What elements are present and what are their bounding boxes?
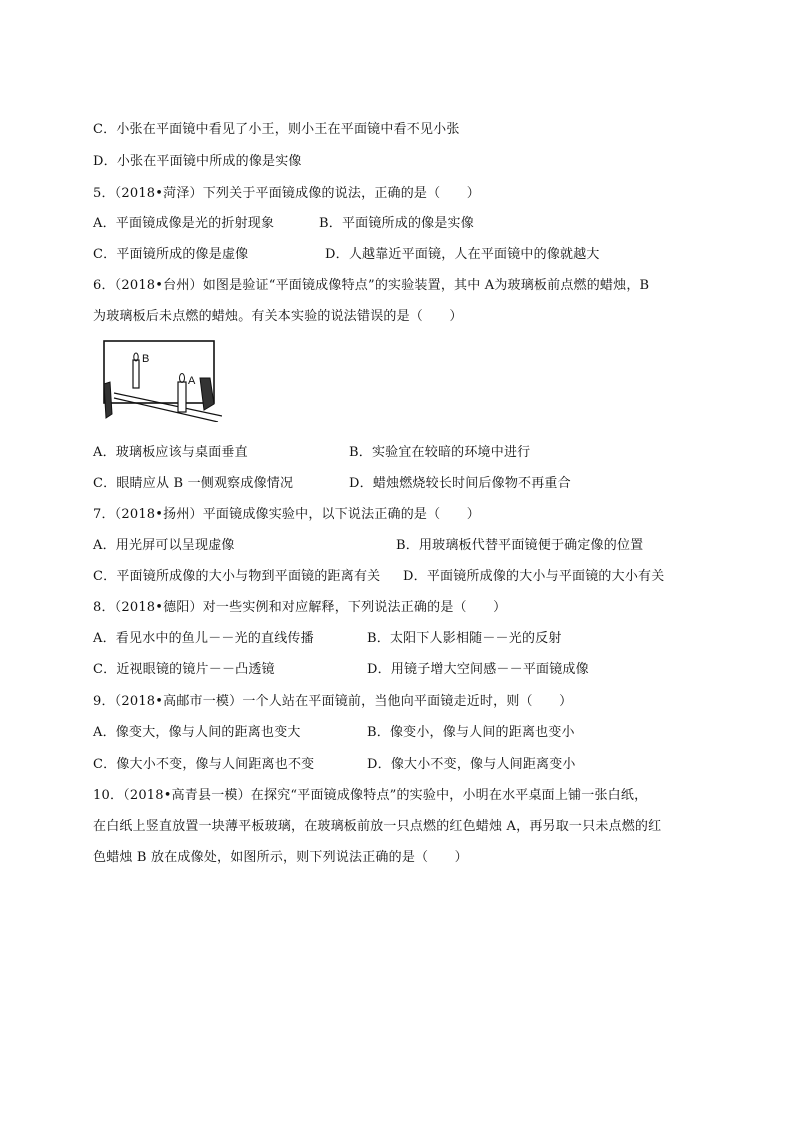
glass-plate: [104, 341, 214, 403]
left-stand: [104, 382, 112, 418]
question-10-line2: 在白纸上竖直放置一块薄平板玻璃，在玻璃板前放一只点燃的红色蜡烛 A，再另取一只未点燃的红: [93, 819, 662, 834]
option-8b: B．太阳下人影相随－－光的反射: [367, 631, 562, 646]
option-6d: D．蜡烛燃烧较长时间后像物不再重合: [349, 476, 571, 491]
option-5c: C．平面镜所成的像是虚像: [93, 247, 249, 262]
option-7d: D．平面镜所成像的大小与平面镜的大小有关: [403, 569, 665, 584]
option-5c-prev: C．小张在平面镜中看见了小王，则小王在平面镜中看不见小张: [93, 122, 460, 137]
candle-a-flame: [180, 374, 185, 383]
option-5d-prev: D．小张在平面镜中所成的像是实像: [93, 154, 302, 169]
option-8d: D．用镜子增大空间感－－平面镜成像: [367, 662, 589, 677]
option-9c: C．像大小不变，像与人间距离也不变: [93, 757, 315, 772]
option-8a: A．看见水中的鱼儿－－光的直线传播: [93, 631, 314, 646]
question-10-line1: 10．（2018•高青县一模）在探究“平面镜成像特点”的实验中，小明在水平桌面上铺一张白纸，: [93, 788, 648, 803]
option-5a: A．平面镜成像是光的折射现象: [93, 216, 275, 231]
option-8c: C．近视眼镜的镜片－－凸透镜: [93, 662, 275, 677]
option-6b: B．实验宜在较暗的环境中进行: [349, 445, 531, 460]
option-9d: D．像大小不变，像与人间距离变小: [367, 757, 576, 772]
question-7: 7．（2018•扬州）平面镜成像实验中，以下说法正确的是（ ）: [93, 507, 480, 522]
option-7a: A．用光屏可以呈现虚像: [93, 538, 235, 553]
question-10-line3: 色蜡烛 B 放在成像处，如图所示，则下列说法正确的是（ ）: [93, 850, 468, 865]
option-9b: B．像变小，像与人间的距离也变小: [367, 725, 575, 740]
question-9: 9．（2018•高邮市一模）一个人站在平面镜前，当他向平面镜走近时，则（ ）: [93, 694, 573, 709]
question-6-line2: 为玻璃板后未点燃的蜡烛。有关本实验的说法错误的是（ ）: [93, 309, 463, 324]
question-5: 5．（2018•菏泽）下列关于平面镜成像的说法，正确的是（ ）: [93, 186, 480, 201]
option-6a: A．玻璃板应该与桌面垂直: [93, 445, 248, 460]
table-line-bottom: [114, 398, 218, 422]
experiment-figure: [100, 338, 222, 422]
candle-a: [178, 382, 186, 412]
label-b: B: [142, 353, 150, 365]
option-7b: B．用玻璃板代替平面镜便于确定像的位置: [396, 538, 644, 553]
option-5d: D．人越靠近平面镜，人在平面镜中的像就越大: [325, 247, 600, 262]
candle-b: [133, 360, 139, 388]
label-a: A: [188, 375, 196, 387]
question-6-line1: 6．（2018•台州）如图是验证“平面镜成像特点”的实验装置，其中 A为玻璃板前点燃的蜡烛，B: [93, 278, 650, 293]
option-7c: C．平面镜所成像的大小与物到平面镜的距离有关: [93, 569, 381, 584]
question-8: 8．（2018•德阳）对一些实例和对应解释，下列说法正确的是（ ）: [93, 600, 507, 615]
right-stand: [200, 378, 214, 410]
option-6c: C．眼睛应从 B 一侧观察成像情况: [93, 476, 294, 491]
option-5b: B．平面镜所成的像是实像: [319, 216, 474, 231]
option-9a: A．像变大，像与人间的距离也变大: [93, 725, 301, 740]
